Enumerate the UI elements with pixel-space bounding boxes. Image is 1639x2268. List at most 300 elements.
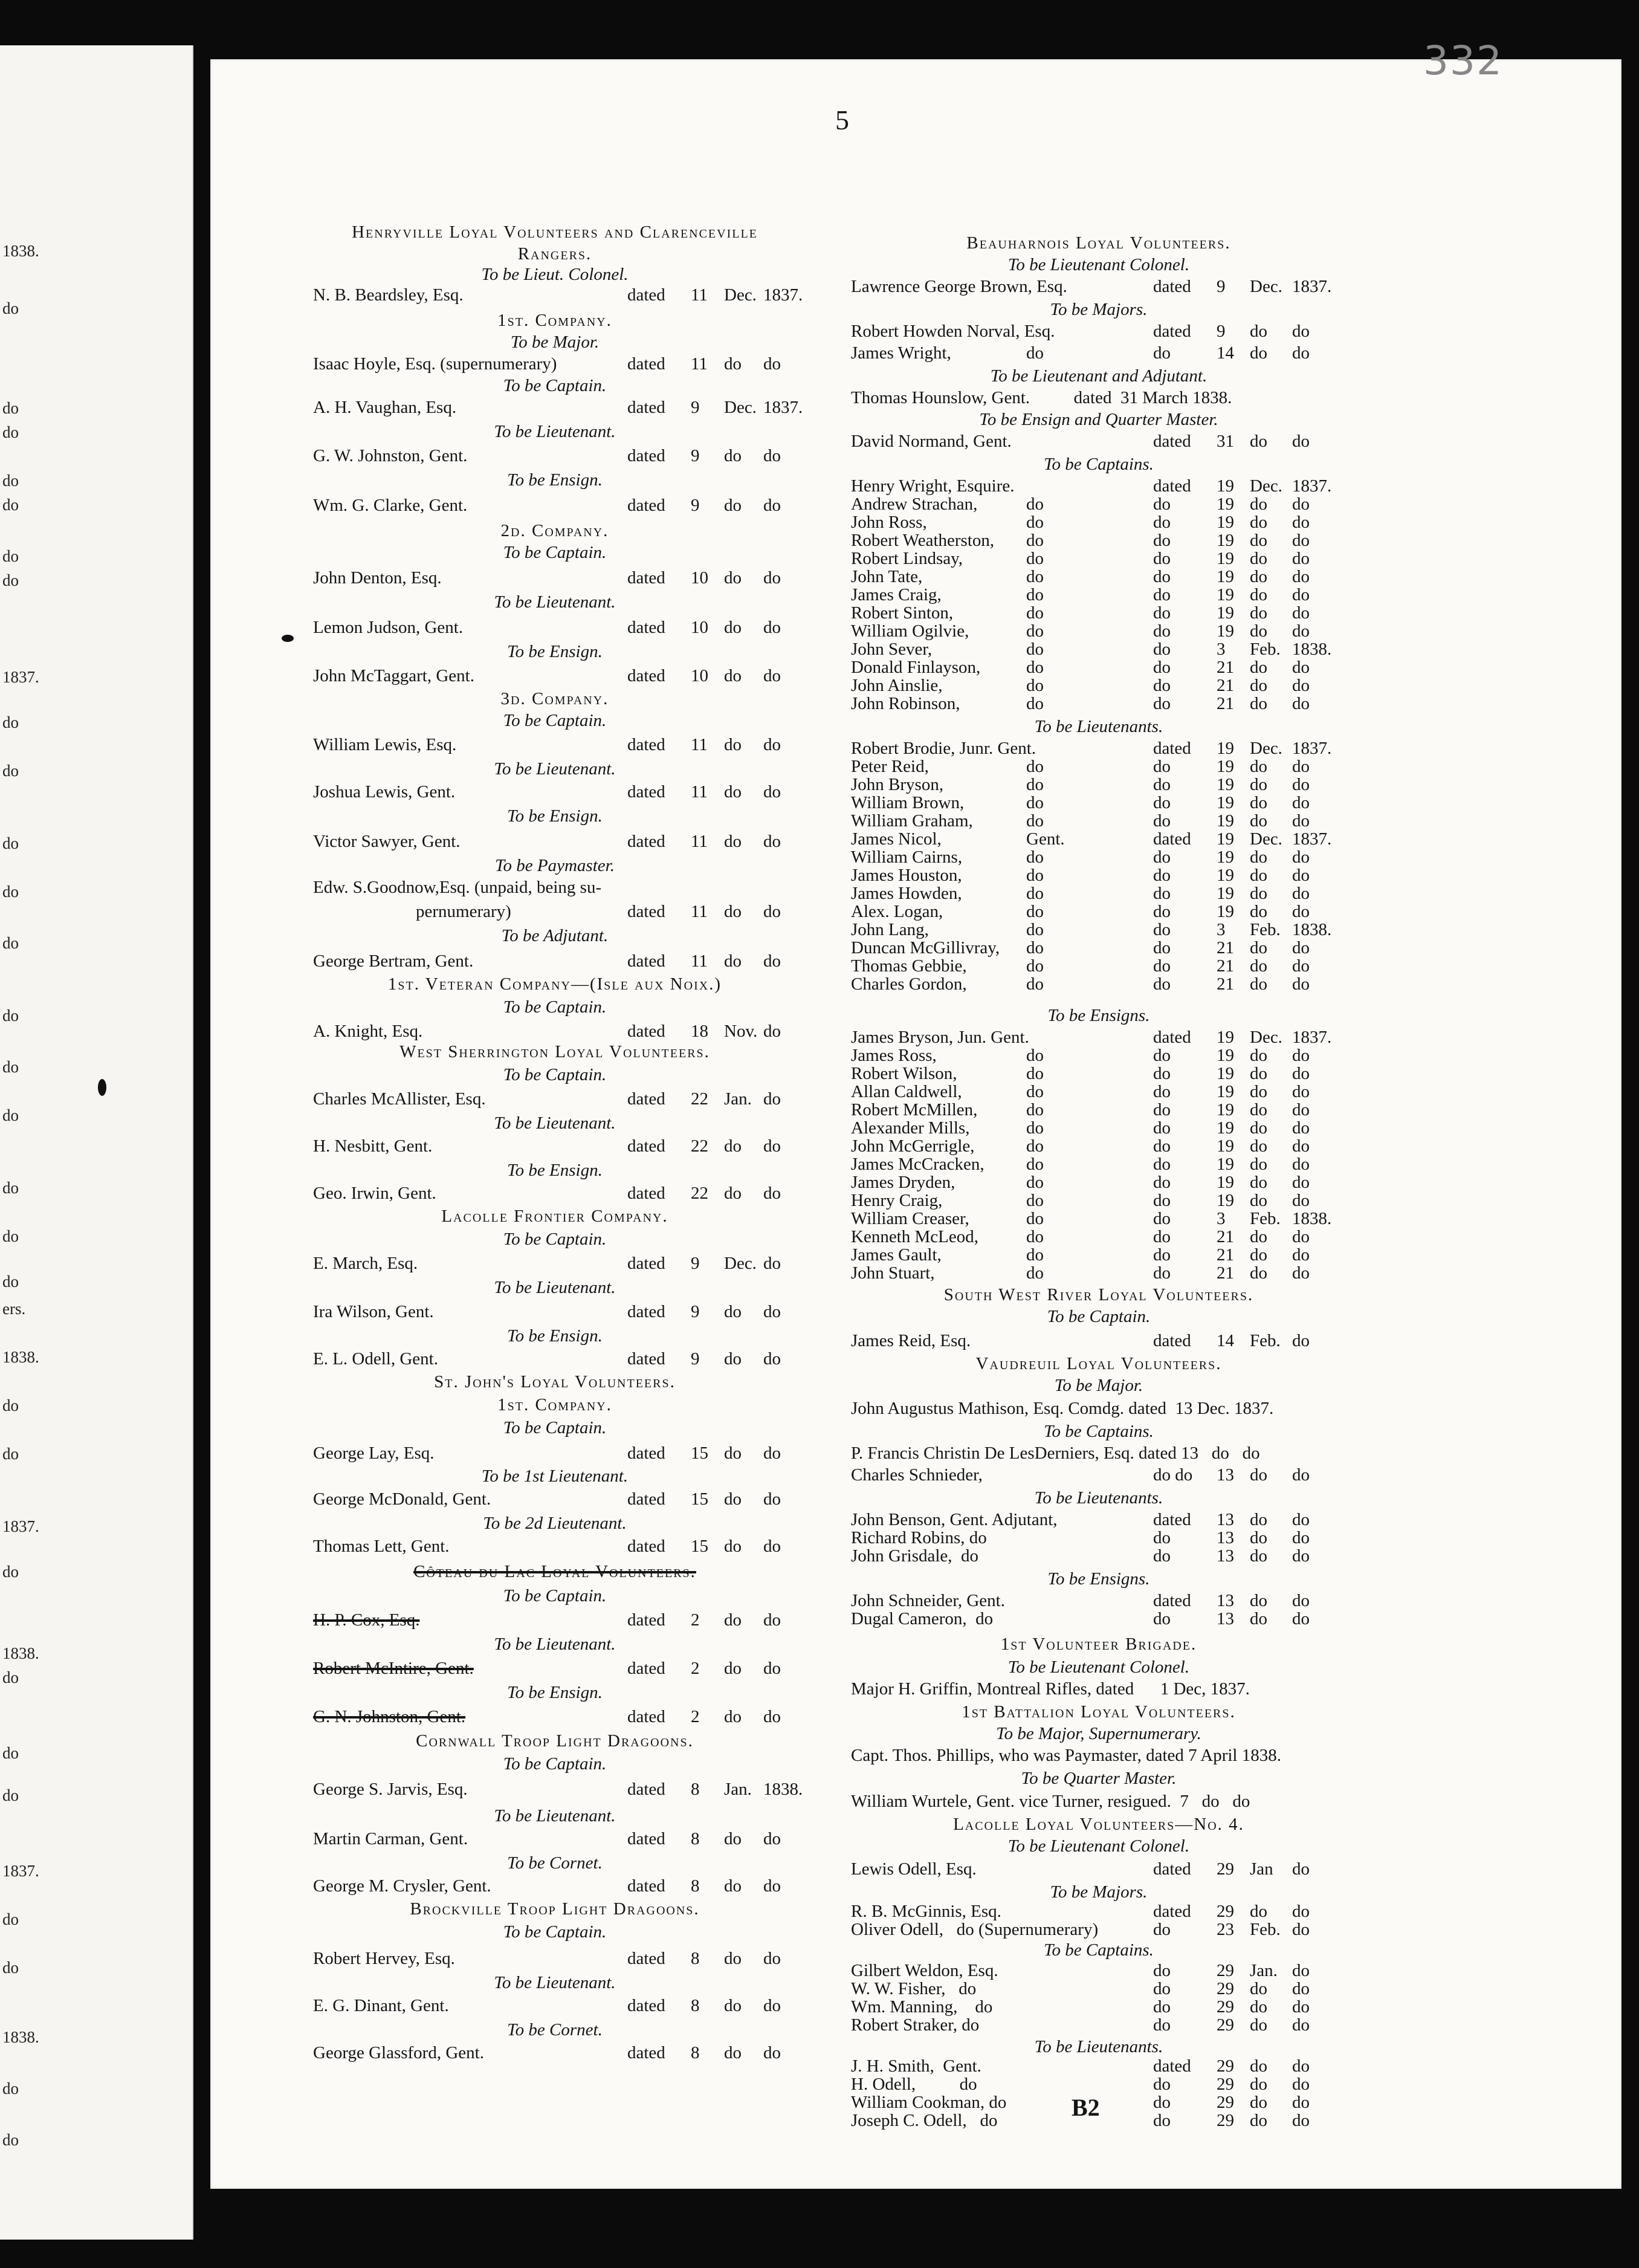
date-month: do xyxy=(1250,956,1267,976)
date-day: 18 xyxy=(691,1022,708,1041)
rank-subheading: To be Paymaster. xyxy=(495,856,615,875)
date-month: do xyxy=(1250,531,1267,550)
date-day: 29 xyxy=(1217,2111,1234,2130)
date-year: do xyxy=(1292,585,1310,604)
rank-subheading: To be Lieutenant Colonel. xyxy=(1007,1657,1190,1677)
date-month: do xyxy=(1250,603,1267,623)
prev-page-fragment: do xyxy=(2,934,19,952)
officer-name: W. W. Fisher, do xyxy=(851,1979,977,1998)
date-day: 19 xyxy=(1217,567,1234,586)
date-year: do xyxy=(763,1184,781,1203)
prev-page-fragment: do xyxy=(2,883,19,901)
officer-name: Alexander Mills, xyxy=(851,1118,970,1138)
rank-subheading: To be Lieutenant. xyxy=(494,1973,616,1992)
date-year: do xyxy=(1292,1100,1310,1119)
date-day: 11 xyxy=(691,832,708,851)
date-month: do xyxy=(1250,1227,1267,1246)
date-day: 13 xyxy=(1217,1528,1234,1547)
date-day: 19 xyxy=(1217,1173,1234,1192)
section-heading: 1st Volunteer Brigade. xyxy=(1000,1635,1197,1654)
rank-subheading: To be Lieutenants. xyxy=(1034,717,1163,736)
officer-name: N. B. Beardsley, Esq. xyxy=(313,285,464,305)
date-year: do xyxy=(1292,567,1310,586)
pencil-annotation: 332 xyxy=(1423,37,1503,84)
officer-name: John Lang, xyxy=(851,920,929,939)
date-day: 21 xyxy=(1217,658,1234,677)
date-year: 1837. xyxy=(1292,1028,1332,1047)
rank-subheading: To be Captain. xyxy=(1047,1307,1151,1326)
date-year: do xyxy=(763,496,781,515)
qualifier: do xyxy=(1026,621,1044,641)
date-day: 29 xyxy=(1217,1997,1234,2017)
qualifier: do xyxy=(1026,549,1044,568)
dated-label: dated xyxy=(1153,1902,1191,1921)
qualifier: do xyxy=(1026,676,1044,695)
date-month: do xyxy=(1250,1245,1267,1265)
date-month: do xyxy=(1250,866,1267,885)
dated-label: do xyxy=(1153,974,1171,994)
dated-label: dated xyxy=(627,1136,665,1156)
date-month: do xyxy=(1250,1591,1267,1610)
prev-page-fragment: do xyxy=(2,1179,19,1197)
section-heading: Henryville Loyal Volunteers and Clarenceville xyxy=(352,222,758,242)
dated-label: do xyxy=(1153,1245,1171,1265)
dated-label: do xyxy=(1153,1546,1171,1566)
date-year: do xyxy=(763,354,781,374)
qualifier: do xyxy=(1026,884,1044,903)
date-year: do xyxy=(1292,1173,1310,1192)
rank-subheading: To be Lieutenant Colonel. xyxy=(1007,255,1190,274)
date-year: do xyxy=(1292,343,1310,363)
section-heading: Vaudreuil Loyal Volunteers. xyxy=(975,1354,1222,1373)
officer-name: James Nicol, xyxy=(851,829,942,849)
date-year: do xyxy=(1292,494,1310,514)
officer-name: Joshua Lewis, Gent. xyxy=(313,782,456,802)
qualifier: do xyxy=(1026,640,1044,659)
date-day: 29 xyxy=(1217,2075,1234,2094)
date-year: do xyxy=(763,1537,781,1556)
dated-label: dated xyxy=(627,1876,665,1896)
rank-subheading: To be Cornet. xyxy=(507,2020,603,2040)
dated-label: do xyxy=(1153,1227,1171,1246)
officer-name: Wm. G. Clarke, Gent. xyxy=(313,496,468,515)
officer-name: James Gault, xyxy=(851,1245,942,1265)
date-day: 31 xyxy=(1217,432,1234,451)
page-number: 5 xyxy=(835,105,849,135)
qualifier: do xyxy=(1026,1173,1044,1192)
qualifier: do xyxy=(1026,866,1044,885)
prev-page-fragment: do xyxy=(2,496,19,514)
dated-label: dated xyxy=(627,1537,665,1556)
date-day: 9 xyxy=(691,1349,700,1369)
date-year: do xyxy=(763,1659,781,1678)
date-month: do xyxy=(724,354,742,374)
officer-name: Joseph C. Odell, do xyxy=(851,2111,998,2130)
officer-name: E. L. Odell, Gent. xyxy=(313,1349,438,1369)
date-year: 1838. xyxy=(763,1780,803,1799)
entry-line: Thomas Hounslow, Gent. dated 31 March 1838. xyxy=(851,388,1232,407)
date-month: do xyxy=(1250,676,1267,695)
date-month: Dec. xyxy=(724,398,757,417)
rank-subheading: To be Captains. xyxy=(1044,1422,1154,1441)
officer-name: E. G. Dinant, Gent. xyxy=(313,1996,449,2015)
date-day: 11 xyxy=(691,285,708,305)
officer-name: Dugal Cameron, do xyxy=(851,1609,994,1628)
rank-subheading: To be Lieutenant. xyxy=(494,422,616,441)
date-month: do xyxy=(1250,567,1267,586)
officer-name: Robert Wilson, xyxy=(851,1064,957,1083)
officer-name: Robert McIntire, Gent. xyxy=(313,1659,474,1678)
rank-subheading: To be Ensign. xyxy=(507,806,603,826)
date-year: do xyxy=(1292,1245,1310,1265)
dated-label: dated xyxy=(627,1949,665,1968)
date-year: do xyxy=(1292,1859,1310,1879)
date-year: do xyxy=(763,2043,781,2062)
dated-label: dated xyxy=(627,1254,665,1273)
date-month: Dec. xyxy=(724,1254,757,1273)
rank-subheading: To be Ensign and Quarter Master. xyxy=(979,410,1218,429)
dated-label: do xyxy=(1153,884,1171,903)
officer-name: Henry Wright, Esquire. xyxy=(851,476,1015,496)
dated-label: dated xyxy=(627,1349,665,1369)
date-day: 19 xyxy=(1217,902,1234,921)
dated-label: dated xyxy=(627,1780,665,1799)
date-month: Feb. xyxy=(1250,920,1281,939)
date-year: do xyxy=(763,735,781,754)
dated-label: do xyxy=(1153,920,1171,939)
date-day: 8 xyxy=(691,1996,700,2015)
date-month: do xyxy=(724,2043,742,2062)
date-month: do xyxy=(1250,1546,1267,1566)
rank-subheading: To be Captain. xyxy=(503,1230,607,1249)
date-month: do xyxy=(1250,847,1267,867)
date-month: Feb. xyxy=(1250,1920,1281,1939)
qualifier: do xyxy=(1026,1118,1044,1138)
dated-label: do xyxy=(1153,1155,1171,1174)
date-month: do xyxy=(1250,757,1267,776)
officer-name: John Ainslie, xyxy=(851,676,943,695)
date-year: do xyxy=(763,1829,781,1848)
dated-label: do xyxy=(1153,494,1171,514)
date-month: do xyxy=(1250,1191,1267,1210)
entry-line: Major H. Griffin, Montreal Rifles, dated 1 Dec, 1837. xyxy=(851,1679,1250,1699)
date-month: do xyxy=(724,618,742,637)
date-day: 19 xyxy=(1217,494,1234,514)
rank-subheading: To be 1st Lieutenant. xyxy=(481,1466,629,1486)
date-month: do xyxy=(724,1949,742,1968)
qualifier: do xyxy=(1026,1209,1044,1228)
date-day: 19 xyxy=(1217,1046,1234,1065)
date-year: do xyxy=(1292,1902,1310,1921)
qualifier: do xyxy=(1026,793,1044,812)
section-heading: 2d. Company. xyxy=(500,521,609,540)
entry-line: William Wurtele, Gent. vice Turner, resigued. 7 do do xyxy=(851,1792,1250,1811)
rank-subheading: To be Lieutenant Colonel. xyxy=(1007,1836,1190,1856)
prev-page-fragment: do xyxy=(2,2079,19,2098)
date-year: 1837. xyxy=(1292,277,1332,296)
officer-name: Robert Brodie, Junr. Gent. xyxy=(851,739,1036,758)
date-month: do xyxy=(1250,494,1267,514)
date-year: do xyxy=(1292,757,1310,776)
rank-subheading: To be Ensign. xyxy=(507,1326,603,1346)
rank-subheading: To be Captains. xyxy=(1044,1940,1154,1960)
rank-subheading: To be Lieutenant. xyxy=(494,1113,616,1133)
date-year: do xyxy=(1292,2075,1310,2094)
date-year: do xyxy=(1292,974,1310,994)
rank-subheading: To be Cornet. xyxy=(507,1853,603,1873)
date-year: do xyxy=(1292,1920,1310,1939)
date-year: do xyxy=(1292,866,1310,885)
date-year: do xyxy=(1292,775,1310,794)
date-month: do xyxy=(724,1659,742,1678)
qualifier: do xyxy=(1026,775,1044,794)
date-day: 21 xyxy=(1217,956,1234,976)
date-year: do xyxy=(763,1254,781,1273)
date-month: do xyxy=(1250,884,1267,903)
date-year: do xyxy=(1292,1118,1310,1138)
date-month: do xyxy=(1250,1155,1267,1174)
rank-subheading: To be Captain. xyxy=(503,376,607,395)
date-month: do xyxy=(724,1184,742,1203)
date-month: do xyxy=(1250,1263,1267,1283)
date-month: Jan. xyxy=(1250,1961,1278,1980)
prev-page-fragment: do xyxy=(2,2131,19,2149)
date-day: 19 xyxy=(1217,1100,1234,1119)
dated-label: dated xyxy=(627,902,665,921)
date-year: do xyxy=(763,1876,781,1896)
date-year: do xyxy=(1292,549,1310,568)
date-month: do xyxy=(724,1136,742,1156)
dated-label: dated xyxy=(627,782,665,802)
date-year: do xyxy=(763,446,781,465)
dated-label: do xyxy=(1153,1191,1171,1210)
qualifier: do xyxy=(1026,847,1044,867)
date-month: do xyxy=(1250,585,1267,604)
qualifier: do xyxy=(1026,531,1044,550)
officer-name: James Wright, xyxy=(851,343,951,363)
officer-name: Charles Gordon, xyxy=(851,974,967,994)
date-day: 15 xyxy=(691,1537,708,1556)
date-year: do xyxy=(763,666,781,685)
date-month: do xyxy=(1250,1902,1267,1921)
officer-name: Charles Schnieder, xyxy=(851,1465,983,1485)
entry-line: P. Francis Christin De LesDerniers, Esq. dated 13 do do xyxy=(851,1443,1260,1463)
officer-name: James Houston, xyxy=(851,866,962,885)
dated-label: dated xyxy=(1153,1591,1191,1610)
prev-page-fragment: 1837. xyxy=(2,668,39,686)
date-year: 1837. xyxy=(1292,829,1332,849)
prev-page-fragment: do xyxy=(2,1058,19,1076)
section-heading: South West River Loyal Volunteers. xyxy=(943,1285,1254,1304)
dated-label: do xyxy=(1153,2075,1171,2094)
prev-page-fragment: do xyxy=(2,1227,19,1245)
date-month: do xyxy=(724,1996,742,2015)
dated-label: do xyxy=(1153,1528,1171,1547)
dated-label: do xyxy=(1153,1118,1171,1138)
date-day: 19 xyxy=(1217,1082,1234,1101)
qualifier: do xyxy=(1026,902,1044,921)
officer-name: John Denton, Esq. xyxy=(313,568,442,588)
date-month: do xyxy=(1250,2111,1267,2130)
qualifier: do xyxy=(1026,1064,1044,1083)
date-month: do xyxy=(724,666,742,685)
officer-name: George S. Jarvis, Esq. xyxy=(313,1780,468,1799)
dated-label: do xyxy=(1153,513,1171,532)
date-year: do xyxy=(763,1949,781,1968)
prev-page-fragment: ers. xyxy=(2,1300,26,1318)
date-day: 21 xyxy=(1217,938,1234,957)
date-year: do xyxy=(1292,1082,1310,1101)
date-day: 22 xyxy=(691,1184,708,1203)
dated-label: dated xyxy=(627,446,665,465)
date-month: do xyxy=(1250,775,1267,794)
rank-subheading: To be Ensign. xyxy=(507,1683,603,1702)
officer-name: John Sever, xyxy=(851,640,933,659)
officer-name: Peter Reid, xyxy=(851,757,929,776)
date-day: 21 xyxy=(1217,1263,1234,1283)
officer-name: George Lay, Esq. xyxy=(313,1443,435,1463)
dated-label: dated xyxy=(1153,1510,1191,1529)
dated-label: do xyxy=(1153,1064,1171,1083)
date-year: do xyxy=(763,1089,781,1109)
section-heading: Cornwall Troop Light Dragoons. xyxy=(416,1731,694,1751)
date-year: do xyxy=(1292,1064,1310,1083)
date-year: do xyxy=(1292,1510,1310,1529)
dated-label: dated xyxy=(627,1707,665,1726)
officer-name: Richard Robins, do xyxy=(851,1528,987,1547)
rank-subheading: To be Lieutenant. xyxy=(494,759,616,779)
qualifier: do xyxy=(1026,1191,1044,1210)
prev-page-fragment: do xyxy=(2,423,19,441)
date-month: Dec. xyxy=(1250,739,1282,758)
date-month: do xyxy=(724,1349,742,1369)
date-day: 9 xyxy=(691,1302,700,1321)
date-day: 21 xyxy=(1217,676,1234,695)
date-month: Nov. xyxy=(724,1022,758,1041)
officer-name: George Bertram, Gent. xyxy=(313,951,474,971)
prev-page-fragment: do xyxy=(2,399,19,417)
date-year: do xyxy=(763,951,781,971)
date-month: Jan. xyxy=(724,1780,752,1799)
officer-name: James McCracken, xyxy=(851,1155,984,1174)
dated-label: dated xyxy=(627,496,665,515)
dated-label: dated xyxy=(627,1829,665,1848)
date-day: 19 xyxy=(1217,757,1234,776)
date-year: do xyxy=(1292,1136,1310,1156)
date-month: Dec. xyxy=(1250,277,1282,296)
prev-page-fragment: 1837. xyxy=(2,1862,39,1880)
date-year: 1838. xyxy=(1292,1209,1332,1228)
date-day: 19 xyxy=(1217,739,1234,758)
dated-label: dated xyxy=(627,735,665,754)
section-heading: Lacolle Frontier Company. xyxy=(441,1207,668,1226)
date-day: 29 xyxy=(1217,1902,1234,1921)
rank-subheading: To be Major, Supernumerary. xyxy=(996,1724,1201,1743)
officer-name: John Tate, xyxy=(851,567,923,586)
officer-name: Thomas Gebbie, xyxy=(851,956,967,976)
officer-name: William Cairns, xyxy=(851,847,963,867)
dated-label: dated xyxy=(627,1489,665,1509)
date-day: 19 xyxy=(1217,1028,1234,1047)
officer-name: H. P. Cox, Esq. xyxy=(313,1610,420,1630)
officer-name: Robert McMillen, xyxy=(851,1100,978,1119)
date-month: Dec. xyxy=(1250,476,1282,496)
officer-name: Lemon Judson, Gent. xyxy=(313,618,464,637)
officer-name: John Bryson, xyxy=(851,775,944,794)
date-day: 8 xyxy=(691,1780,700,1799)
officer-name: James Bryson, Jun. Gent. xyxy=(851,1028,1029,1047)
dated-label: do xyxy=(1153,1136,1171,1156)
officer-name: John Grisdale, do xyxy=(851,1546,979,1566)
prev-page-fragment: 1837. xyxy=(2,1517,39,1535)
ink-mark xyxy=(98,1079,106,1096)
date-month: do xyxy=(1250,811,1267,831)
qualifier: do xyxy=(1026,567,1044,586)
date-year: do xyxy=(1292,884,1310,903)
rank-subheading: To be Captain. xyxy=(503,997,607,1017)
rank-subheading: To be Majors. xyxy=(1050,1882,1148,1902)
date-year: 1838. xyxy=(1292,640,1332,659)
officer-name: Robert Howden Norval, Esq. xyxy=(851,322,1055,341)
date-day: 13 xyxy=(1217,1546,1234,1566)
dated-label: dated xyxy=(1153,476,1191,496)
date-year: do xyxy=(1292,1979,1310,1998)
prev-page-fragment: do xyxy=(2,1910,19,1928)
date-month: do xyxy=(1250,432,1267,451)
dated-label: dated xyxy=(627,285,665,305)
dated-label: do xyxy=(1153,549,1171,568)
dated-label: do xyxy=(1153,640,1171,659)
dated-label: do xyxy=(1153,775,1171,794)
date-month: do xyxy=(1250,549,1267,568)
date-year: do xyxy=(1292,2093,1310,2112)
section-heading: Côteau du Lac Loyal Volunteers. xyxy=(413,1562,696,1581)
date-year: do xyxy=(763,568,781,588)
officer-name: George McDonald, Gent. xyxy=(313,1489,491,1509)
qualifier: Gent. xyxy=(1026,829,1065,849)
dated-label: dated xyxy=(627,1089,665,1109)
date-day: 2 xyxy=(691,1610,700,1630)
dated-label: do xyxy=(1153,585,1171,604)
officer-name: Geo. Irwin, Gent. xyxy=(313,1184,436,1203)
prev-page-fragment: do xyxy=(2,834,19,852)
date-year: do xyxy=(1292,513,1310,532)
date-year: do xyxy=(1292,1263,1310,1283)
date-month: do xyxy=(724,496,742,515)
prev-page-fragment: do xyxy=(2,299,19,317)
date-year: 1837. xyxy=(1292,739,1332,758)
prev-page-fragment: do xyxy=(2,1396,19,1414)
dated-label: do xyxy=(1153,1046,1171,1065)
officer-name: John Benson, Gent. Adjutant, xyxy=(851,1510,1058,1529)
date-month: do xyxy=(1250,974,1267,994)
date-year: do xyxy=(763,618,781,637)
officer-name: pernumerary) xyxy=(416,902,511,921)
dated-label: dated xyxy=(627,666,665,685)
date-year: do xyxy=(1292,1591,1310,1610)
date-year: do xyxy=(1292,1609,1310,1628)
date-year: do xyxy=(1292,2111,1310,2130)
officer-name: George M. Crysler, Gent. xyxy=(313,1876,491,1896)
dated-label: do xyxy=(1153,1173,1171,1192)
officer-name: R. B. McGinnis, Esq. xyxy=(851,1902,1001,1921)
date-month: do xyxy=(1250,322,1267,341)
section-heading: 1st. Company. xyxy=(497,1395,612,1414)
qualifier: do xyxy=(1026,1082,1044,1101)
section-heading: 1st. Company. xyxy=(497,311,612,330)
date-day: 29 xyxy=(1217,1979,1234,1998)
date-month: do xyxy=(1250,938,1267,957)
